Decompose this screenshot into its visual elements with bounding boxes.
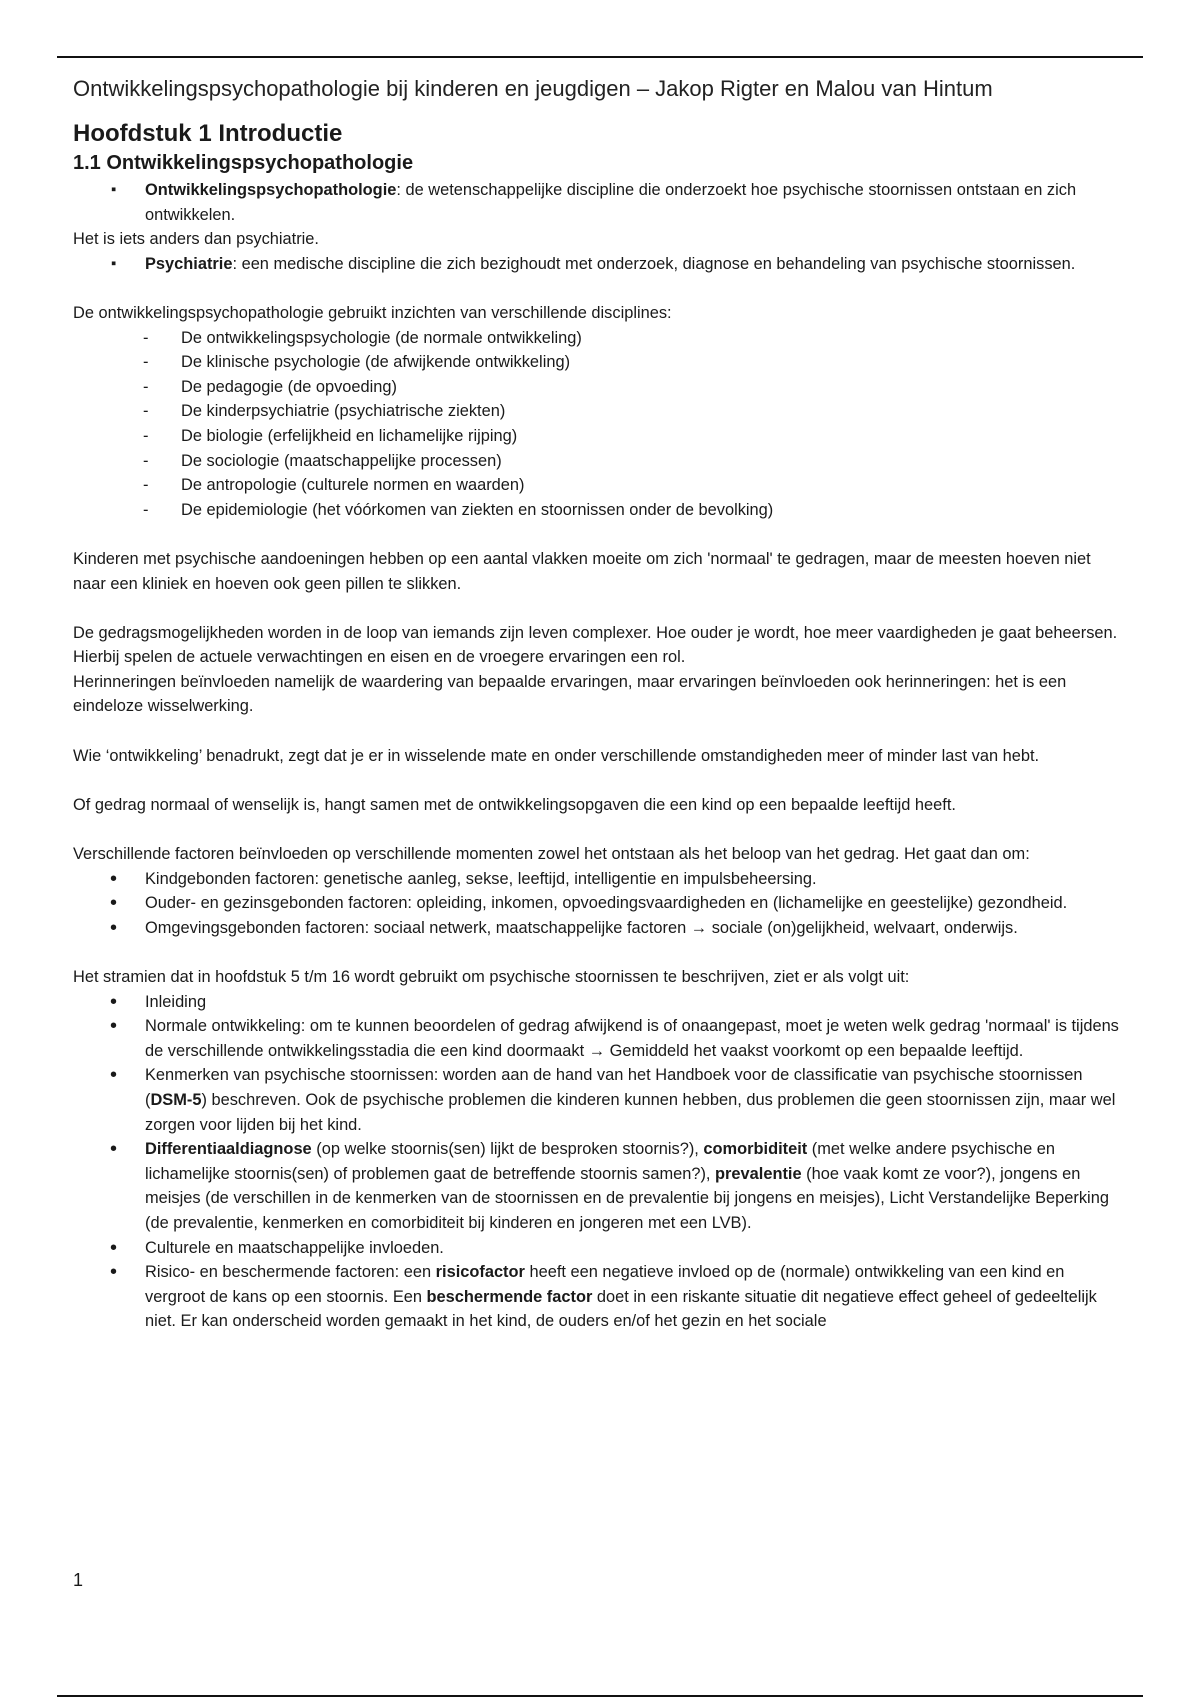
paragraph: De ontwikkelingspsychopathologie gebruikt inzichten van verschillende disciplines: [73, 303, 672, 322]
list-item: - De sociologie (maatschappelijke processen) [73, 449, 1123, 474]
definition-text: : de wetenschappelijke discipline die onderzoekt hoe psychische stoornissen ontstaan en zich ontwikkelen. [145, 181, 1077, 224]
section-title: 1.1 Ontwikkelingspsychopathologie [73, 152, 414, 174]
list-item [73, 1063, 1123, 1137]
bold-term: prevalentie [715, 1164, 802, 1183]
list-item: • Kindgebonden factoren: genetische aanleg, sekse, leeftijd, intelligentie en impulsbeheersing. [73, 867, 1123, 892]
bold-term: Differentiaaldiagnose [145, 1140, 312, 1159]
paragraph: Het is iets anders dan psychiatrie. [73, 230, 319, 249]
definition-item [73, 252, 1123, 277]
list-item: • Inleiding [73, 990, 1123, 1015]
top-rule [57, 56, 1143, 58]
bold-term: beschermende factor [426, 1287, 593, 1306]
definition-term: Psychiatrie [145, 254, 233, 273]
text-run: Risico- en beschermende factoren: een [145, 1263, 436, 1282]
paragraph: Kinderen met psychische aandoeningen hebben op een aantal vlakken moeite om zich 'normaal' te gedragen, maar de meesten hoeven niet naar een kliniek en hoeven ook geen pillen te slikken. [73, 549, 1091, 593]
list-item: - De biologie (erfelijkheid en lichamelijke rijping) [73, 424, 1123, 449]
text-run: doet in een riskante situatie dit negatieve effect geheel of gedeeltelijk niet. Er kan onderscheid worden gemaakt in het kind, de ouders en/of het gezin en het sociale [145, 1287, 1097, 1331]
bold-term: comorbiditeit [703, 1140, 808, 1159]
list-item: - De kinderpsychiatrie (psychiatrische ziekten) [73, 399, 1123, 424]
text-run: Kenmerken van psychische stoornissen: worden aan de hand van het Handboek voor de classificatie van psychische stoornissen ( [145, 1066, 1083, 1109]
list-item: - De antropologie (culturele normen en waarden) [73, 473, 1123, 498]
text-run: (op welke stoornis(sen) lijkt de besproken stoornis?), [311, 1140, 704, 1159]
paragraph: Of gedrag normaal of wenselijk is, hangt samen met de ontwikkelingsopgaven die een kind op een bepaalde leeftijd heeft. [73, 795, 956, 814]
paragraph: Verschillende factoren beïnvloeden op verschillende momenten zowel het ontstaan als het beloop van het gedrag. Het gaat dan om: [73, 845, 1030, 864]
paragraph: De gedragsmogelijkheden worden in de loop van iemands zijn leven complexer. Hoe ouder je wordt, hoe meer vaardigheden je gaat beheersen. Hierbij spelen de actuele verwachtingen en eisen en de vroegere ervaringen een rol. [73, 623, 1118, 667]
page-number: 1 [73, 1570, 84, 1590]
paragraph: Herinneringen beïnvloeden namelijk de waardering van bepaalde ervaringen, maar ervaringen beïnvloeden ook herinneringen: het is een eindeloze wisselwerking. [73, 672, 1067, 716]
definition-term: Ontwikkelingspsychopathologie [145, 181, 397, 199]
chapter-title: Hoofdstuk 1 Introductie [73, 120, 343, 147]
list-item: • Omgevingsgebonden factoren: sociaal netwerk, maatschappelijke factoren → sociale (on)gelijkheid, welvaart, onderwijs. [73, 916, 1123, 941]
list-item: - De klinische psychologie (de afwijkende ontwikkeling) [73, 350, 1123, 375]
text-run: (hoe vaak komt ze voor?), jongens en meisjes (de verschillen in de kenmerken van de stoornissen en de prevalentie bij jongens en meisjes), Licht Verstandelijke Beperking (de prevalentie, kenmerken en comorbiditeit bij kinderen en jongeren met een LVB). [145, 1164, 1109, 1232]
list-item [73, 1260, 1123, 1334]
disciplines-list [73, 326, 1123, 523]
factoren-list [73, 867, 1123, 941]
list-item: - De epidemiologie (het vóórkomen van ziekten en stoornissen onder de bevolking) [73, 498, 1123, 523]
bold-term: risicofactor [435, 1263, 525, 1282]
definition-item [73, 178, 1123, 227]
running-header: Ontwikkelingspsychopathologie bij kinderen en jeugdigen – Jakop Rigter en Malou van Hintum [73, 76, 993, 101]
paragraph: Wie ‘ontwikkeling’ benadrukt, zegt dat je er in wisselende mate en onder verschillende omstandigheden meer of minder last van hebt. [73, 746, 1040, 765]
list-item: - De pedagogie (de opvoeding) [73, 375, 1123, 400]
list-item: • Culturele en maatschappelijke invloeden. [73, 1236, 1123, 1261]
list-item: - De ontwikkelingspsychologie (de normale ontwikkeling) [73, 326, 1123, 351]
list-item: • Ouder- en gezinsgebonden factoren: opleiding, inkomen, opvoedingsvaardigheden en (lichamelijke en geestelijke) gezondheid. [73, 891, 1123, 916]
bottom-rule [57, 1695, 1143, 1697]
definition-list-1 [73, 178, 1123, 227]
paragraph: Het stramien dat in hoofdstuk 5 t/m 16 wordt gebruikt om psychische stoornissen te beschrijven, ziet er als volgt uit: [73, 968, 910, 986]
text-run: ) beschreven. Ook de psychische problemen die kinderen kunnen hebben, dus problemen die geen stoornissen zijn, maar wel zorgen voor lijden bij het kind. [145, 1090, 1116, 1134]
text-run: heeft een negatieve invloed op de (normale) ontwikkeling van een kind en vergroot de kans op een stoornis. Een [145, 1263, 1065, 1306]
stramien-list [73, 990, 1123, 1334]
list-item: • Normale ontwikkeling: om te kunnen beoordelen of gedrag afwijkend is of onaangepast, moet je weten welk gedrag 'normaal' is tijdens de verschillende ontwikkelingsstadia die een kind doormaakt → Gemiddeld het vaakst voorkomt op een bepaalde leeftijd. [73, 1014, 1123, 1063]
text-run: (met welke andere psychische en lichamelijke stoornis(sen) of problemen gaat de betreffende stoornis samen?), [145, 1140, 1056, 1183]
definition-list-2 [73, 252, 1123, 277]
definition-text: : een medische discipline die zich bezighoudt met onderzoek, diagnose en behandeling van psychische stoornissen. [232, 254, 1076, 273]
bold-term: DSM-5 [150, 1090, 202, 1109]
document-page [73, 74, 1123, 1334]
list-item [73, 1137, 1123, 1235]
